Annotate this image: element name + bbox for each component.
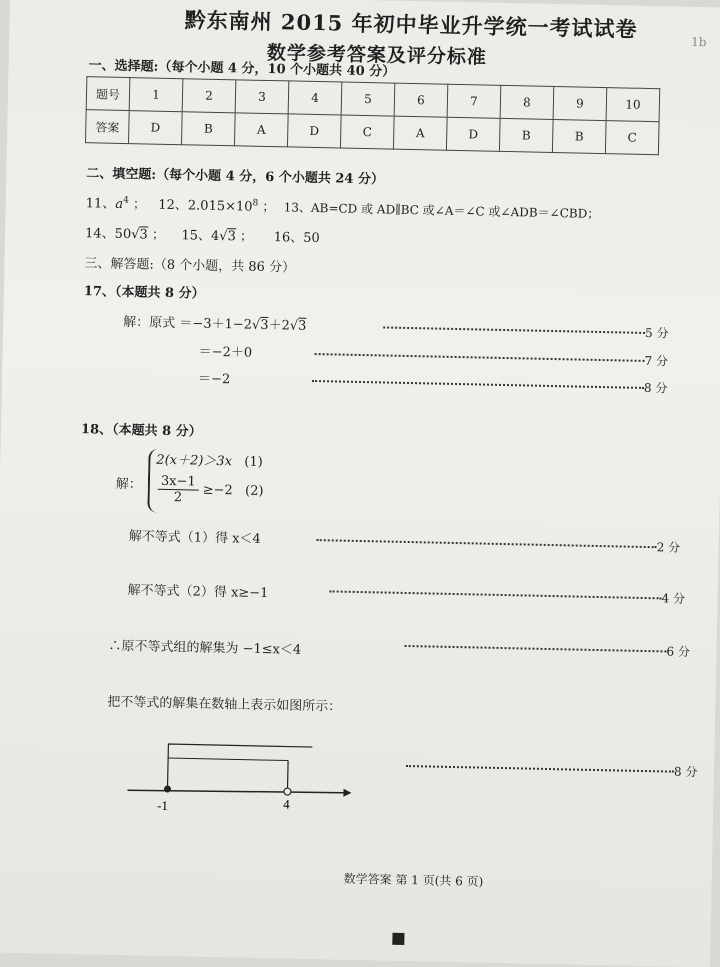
inequality-2-fraction [157, 474, 198, 506]
axis-label-four: 4 [283, 796, 290, 812]
table-cell: 6 [394, 83, 448, 117]
q15-radicand: 3 [227, 229, 236, 245]
table-cell: C [605, 121, 659, 155]
q12-exponent: 8 [252, 198, 259, 209]
inequality-1-tag: (1) [244, 454, 263, 470]
q18-step4-leader [406, 755, 698, 780]
table-cell: A [393, 116, 447, 150]
arrow-head-icon [343, 789, 351, 797]
q14-prefix: 14、50 [84, 226, 132, 243]
table-cell: 2 [182, 79, 236, 113]
dotted-leader [330, 590, 662, 599]
table-cell: 9 [553, 86, 607, 120]
table-cell: C [340, 115, 394, 149]
answer-table [85, 76, 660, 155]
sqrt-icon: √ [289, 318, 299, 334]
q16-answer: 16、50 [273, 230, 320, 247]
dotted-leader [317, 539, 657, 548]
row-label-question: 题号 [86, 77, 130, 111]
q18-heading: 18、（本题共 8 分） [80, 422, 202, 440]
q17-radicand-b: 3 [297, 318, 307, 334]
q15-prefix: 15、4 [181, 228, 220, 244]
sqrt-icon: √ [219, 229, 228, 245]
inequality-1 [156, 449, 263, 470]
dotted-leader [312, 379, 644, 388]
table-cell: B [552, 119, 606, 153]
q17-solve-label: 解：原式 [123, 315, 176, 332]
q17-line2-leader [314, 343, 668, 369]
table-cell: D [287, 114, 341, 148]
dotted-leader [406, 765, 674, 773]
q17-line3: ＝−2 [197, 371, 231, 388]
q17-line3-leader [312, 370, 668, 396]
q18-step3: ∴原不等式组的解集为 −1≤x＜4 [108, 638, 302, 658]
table-cell: A [234, 113, 288, 147]
row-label-answer: 答案 [86, 110, 130, 144]
inequality-1-expr: 2(x＋2)＞3x [156, 452, 233, 470]
q14-radicand: 3 [139, 227, 148, 243]
page-footer: 数学答案 第 1 页(共 6 页) [343, 871, 484, 889]
q18-score4: 8 分 [673, 764, 698, 780]
sqrt-icon: √ [131, 227, 140, 243]
q17-line2: ＝−2＋0 [198, 344, 253, 361]
fill-answers-line1 [86, 192, 600, 222]
inequality-2-rest: ≥−2 [202, 482, 233, 499]
q18-step1-leader [317, 529, 681, 556]
q18-step2: 解不等式（2）得 x≥−1 [127, 583, 269, 602]
fill-answers-line2 [85, 222, 320, 246]
q11-base: a [115, 196, 124, 212]
table-cell: 4 [288, 81, 342, 115]
q17-score3: 8 分 [643, 380, 668, 396]
q17-expr-a: ＝−3＋1−2 [179, 316, 253, 333]
table-cell: 1 [129, 78, 183, 112]
q13-answer: 13、AB=CD 或 AD∥BC 或∠A＝∠C 或∠ADB＝∠CBD； [283, 200, 600, 221]
axis-label-minus-one: -1 [156, 797, 169, 814]
solution-bracket-left [167, 744, 312, 792]
q11-separator: ； [132, 197, 147, 213]
q17-expr-b: ＋2 [268, 318, 290, 334]
table-cell: 7 [447, 84, 501, 118]
table-cell: D [128, 111, 182, 145]
q17-line1-leader [383, 316, 669, 341]
q17-radicand-a: 3 [260, 317, 269, 334]
q18-solve-label: 解： [115, 476, 143, 493]
number-line-axis [127, 788, 343, 795]
number-line-figure [113, 725, 365, 820]
print-mark-icon [392, 933, 404, 945]
fraction-denominator: 2 [173, 490, 183, 506]
table-cell: D [446, 117, 500, 151]
table-cell: 8 [500, 85, 554, 119]
closed-point-icon [164, 785, 171, 792]
table-cell: B [499, 118, 553, 152]
section3-heading: 三、解答题:（8 个小题，共 86 分） [84, 256, 296, 276]
q12-separator: ； [262, 199, 276, 216]
solution-bracket-right [288, 761, 289, 789]
fraction-numerator: 3x−1 [158, 474, 199, 491]
q17-line1 [123, 311, 307, 334]
q18-step4: 把不等式的解集在数轴上表示如图所示： [107, 694, 342, 715]
q18-score2: 4 分 [661, 591, 686, 606]
page-title: 黔东南州 2015 年初中毕业升学统一考试试卷 [184, 7, 638, 42]
dotted-leader [315, 353, 645, 362]
q11-exponent: 4 [123, 195, 129, 206]
q14-separator: ； [151, 227, 166, 243]
table-cell: 10 [606, 88, 660, 122]
q12-prefix: 12、2.015×10 [158, 197, 253, 215]
sqrt-icon: √ [251, 317, 261, 333]
inequality-2-tag: (2) [244, 483, 264, 499]
q17-score1: 5 分 [644, 325, 669, 341]
dotted-leader [383, 326, 645, 333]
section2-heading: 二、填空题:（每个小题 4 分，6 个小题共 24 分） [86, 166, 385, 188]
q18-step2-leader [329, 580, 685, 606]
q18-step1: 解不等式（1）得 x＜4 [128, 529, 261, 547]
section1-heading: 一、选择题:（每个小题 4 分，10 个小题共 40 分） [88, 58, 396, 80]
open-point-icon [284, 788, 291, 795]
page-subtitle: 数学参考答案及评分标准 [266, 41, 488, 69]
inequality-2 [157, 474, 263, 507]
q18-score3: 6 分 [666, 644, 691, 659]
corner-mark: 1b [691, 34, 707, 50]
q15-separator: ； [239, 229, 254, 245]
table-cell: 3 [235, 80, 289, 114]
q18-step3-leader [404, 635, 690, 660]
solution-bracket-bar [168, 758, 288, 761]
q18-score1: 2 分 [656, 540, 681, 555]
q17-heading: 17、（本题共 8 分） [83, 284, 205, 302]
q11-prefix: 11、 [85, 196, 116, 212]
table-cell: B [181, 112, 235, 146]
table-cell: 5 [341, 82, 395, 116]
dotted-leader [405, 644, 667, 651]
q17-score2: 7 分 [644, 353, 669, 369]
